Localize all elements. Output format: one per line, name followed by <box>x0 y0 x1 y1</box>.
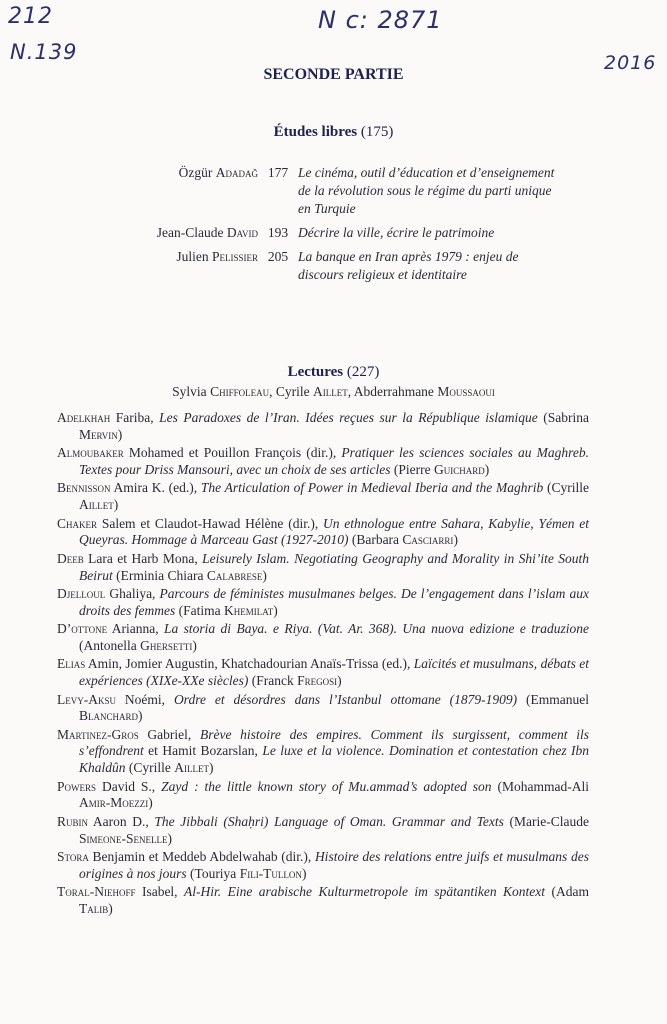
reviewer-name: (Erminia Chiara <box>112 567 207 583</box>
study-entry <box>0 164 667 218</box>
reviewer-surname: Simeone-Senelle <box>79 830 168 846</box>
review-author-surname: Stora <box>57 849 89 865</box>
review-entry <box>57 884 589 918</box>
lectures-coordinators: Sylvia Chiffoleau, Cyrile Aillet, Abderrahmane Moussaoui <box>172 384 495 399</box>
review-entry <box>57 586 589 620</box>
review-close: ) <box>262 567 267 583</box>
review-book-title: The Jibbali (Shaḥri) Language of Oman. Grammar and Texts <box>154 813 504 829</box>
review-book-title: Leisurely Islam. Negotiating Geography and Morality in Shi’ite South Beirut <box>79 550 590 583</box>
lectures-list <box>57 410 589 919</box>
study-title: Le cinéma, outil d’éducation et d’enseignement de la révolution sous le régime du parti unique en Turquie <box>298 165 555 216</box>
review-close: ) <box>209 760 214 776</box>
review-entry <box>57 814 589 848</box>
study-author: Jean-Claude David <box>156 225 258 240</box>
review-author-surname: Elias <box>57 656 86 672</box>
review-author-rest: Salem et Claudot-Hawad Hélène (dir.), <box>97 515 323 531</box>
review-author-rest: David S., <box>96 778 162 794</box>
review-author-surname: Rubin <box>57 813 89 829</box>
review-entry <box>57 516 589 550</box>
review-book-title: The Articulation of Power in Medieval Iberia and the Maghrib <box>200 480 544 496</box>
reviewer-name: (Sabrina <box>537 410 590 425</box>
handwritten-number-top-left: 212 <box>8 4 53 29</box>
reviewer-surname: Fregosi <box>297 673 338 689</box>
reviewer-name: (Marie-Claude <box>503 813 589 829</box>
review-entry <box>57 551 589 585</box>
reviewer-name: (Mohammad-Ali <box>491 778 589 794</box>
review-entry <box>57 480 589 514</box>
review-entry <box>57 692 589 726</box>
review-author-rest: Mohamed et Pouillon François (dir.), <box>123 445 342 461</box>
reviewer-name: (Cyrille <box>543 480 589 496</box>
reviewer-name: (Adam <box>545 884 589 900</box>
review-book-title: Pratiquer les sciences sociales au Maghreb. Textes pour Driss Mansouri, avec un choix de ses articles <box>79 445 589 477</box>
review-author-rest: Fariba, <box>110 410 160 425</box>
reviewer-name: (Antonella <box>79 637 141 653</box>
reviewer-surname: Fili-Tullon <box>239 865 302 881</box>
study-page: 205 <box>267 249 289 264</box>
reviewer-name: (Pierre <box>390 461 434 477</box>
review-entry <box>57 621 589 655</box>
reviewer-surname: Mervin <box>79 426 118 442</box>
reviewer-name: (Emmanuel <box>517 691 589 707</box>
section-page: (227) <box>346 364 380 380</box>
review-author-rest: Arianna, <box>107 621 164 637</box>
etudes-list <box>0 164 667 290</box>
review-book-title: Brève histoire des empires. Comment ils surgissent, comment ils s’effondrent <box>79 726 589 759</box>
review-close: ) <box>301 865 307 881</box>
review-close: ) <box>117 426 123 442</box>
review-book-title: Zayd : the little known story of Mu.ammad’s adopted son <box>161 778 492 794</box>
section-label: Lectures <box>287 364 344 380</box>
review-entry <box>57 779 589 813</box>
review-close: ) <box>108 901 113 917</box>
reviewer-surname: Aillet <box>79 497 114 513</box>
review-author-surname: Powers <box>57 778 97 794</box>
review-entry <box>57 445 589 479</box>
reviewer-surname: Calabrese <box>206 567 263 583</box>
review-author-rest: Amira K. (ed.), <box>110 480 201 496</box>
handwritten-year-right: 2016 <box>604 52 657 74</box>
review-close: ) <box>167 830 172 846</box>
review-book-title: La storia di Baya. e Riya. (Vat. Ar. 368). Una nuova edizione e traduzione <box>163 621 589 637</box>
reviewer-surname: Aillet <box>174 760 210 776</box>
reviewer-name: (Fatima <box>175 602 224 618</box>
review-entry <box>57 410 589 444</box>
review-book-title: Un ethnologue entre Sahara, Kabylie, Yémen et Queyras. Hommage à Marceau Gast (1927-2010) <box>79 515 589 548</box>
review-book-title: Histoire des relations entre juifs et musulmans des origines à nos jours <box>79 849 589 881</box>
review-author-rest: Aaron D., <box>88 813 155 829</box>
review-author-surname: Bennisson <box>57 480 111 496</box>
section-title-lectures <box>0 364 667 381</box>
review-author-rest: Ghaliya, <box>105 585 160 601</box>
review-entry <box>57 727 589 777</box>
study-title: Décrire la ville, écrire le patrimoine <box>298 225 495 240</box>
reviewer-name: (Cyrille <box>125 760 175 776</box>
study-entry <box>0 248 667 284</box>
study-title: La banque en Iran après 1979 : enjeu de discours religieux et identitaire <box>298 249 519 282</box>
reviewer-surname: Khemilat <box>224 602 274 618</box>
review-author-rest: Gabriel, <box>138 726 200 742</box>
review-author-rest: Noémi, <box>116 691 174 707</box>
review-entry <box>57 656 589 690</box>
review-author-surname: Djelloul <box>57 585 106 601</box>
review-close: ) <box>484 461 490 477</box>
review-book-title: Les Paradoxes de l’Iran. Idées reçues sur la République islamique <box>159 410 538 425</box>
handwritten-number-top-center: N c: 2871 <box>318 6 443 34</box>
review-author-surname: Toral-Niehoff <box>57 884 136 900</box>
review-author-surname: Chaker <box>57 515 98 531</box>
reviewer-name: (Barbara <box>348 532 403 548</box>
study-entry <box>0 224 667 242</box>
study-author: Özgür Adadağ <box>178 165 258 180</box>
reviewer-surname: Casciarri <box>402 532 454 548</box>
review-author-rest: Benjamin et Meddeb Abdelwahab (dir.), <box>88 849 315 865</box>
review-author-rest: Amin, Jomier Augustin, Khatchadourian Anaïs-Trissa (ed.), <box>85 656 414 672</box>
review-close: ) <box>148 795 153 811</box>
review-close: ) <box>337 673 342 689</box>
review-author-surname: Levy-Aksu <box>57 691 116 707</box>
section-label: Études libres <box>273 124 358 140</box>
review-author-surname: D’ottone <box>57 621 108 637</box>
review-book-title: Parcours de féministes musulmanes belges. De l’engagement dans l’islam aux droits des femmes <box>79 585 589 618</box>
reviewer-name: (Touriya <box>186 865 240 881</box>
part-title: SECONDE PARTIE <box>263 66 404 83</box>
review-close: ) <box>273 602 278 618</box>
review-close: ) <box>113 497 119 513</box>
review-author-rest: Isabel, <box>135 884 185 900</box>
review-book-title: Le luxe et la violence. Domination et contestation chez Ibn Khaldûn <box>79 743 590 776</box>
section-title-etudes <box>0 124 667 141</box>
review-close: ) <box>192 637 197 653</box>
review-author-surname: Deeb <box>57 550 84 566</box>
reviewer-surname: Ghersetti <box>140 637 193 653</box>
reviewer-surname: Blanchard <box>79 708 139 724</box>
study-author: Julien Pelissier <box>176 249 258 264</box>
reviewer-surname: Guichard <box>433 461 485 477</box>
review-author-surname: Adelkhah <box>57 410 111 425</box>
review-author-surname: Almoubaker <box>57 445 124 461</box>
review-book-title: Al-Hir. Eine arabische Kulturmetropole im spätantiken Kontext <box>184 884 546 900</box>
review-book-title: Ordre et désordres dans l’Istanbul ottomane (1879-1909) <box>173 691 518 707</box>
review-author-surname: Martinez-Gros <box>57 726 139 742</box>
study-page: 177 <box>267 165 289 180</box>
review-book-title: Laïcités et musulmans, débats et expériences (XIXe-XXe siècles) <box>79 656 589 689</box>
reviewer-surname: Amir-Moezzi <box>79 795 149 811</box>
review-author-extra: et Hamit Bozarslan, <box>143 743 263 759</box>
review-entry <box>57 849 589 883</box>
reviewer-name: (Franck <box>248 673 298 689</box>
review-close: ) <box>138 708 143 724</box>
review-close: ) <box>453 532 458 548</box>
reviewer-surname: Talib <box>79 901 109 917</box>
study-page: 193 <box>267 225 289 240</box>
handwritten-number-left: N.139 <box>10 40 78 64</box>
section-page: (175) <box>360 124 394 140</box>
review-author-rest: Lara et Harb Mona, <box>83 550 203 566</box>
